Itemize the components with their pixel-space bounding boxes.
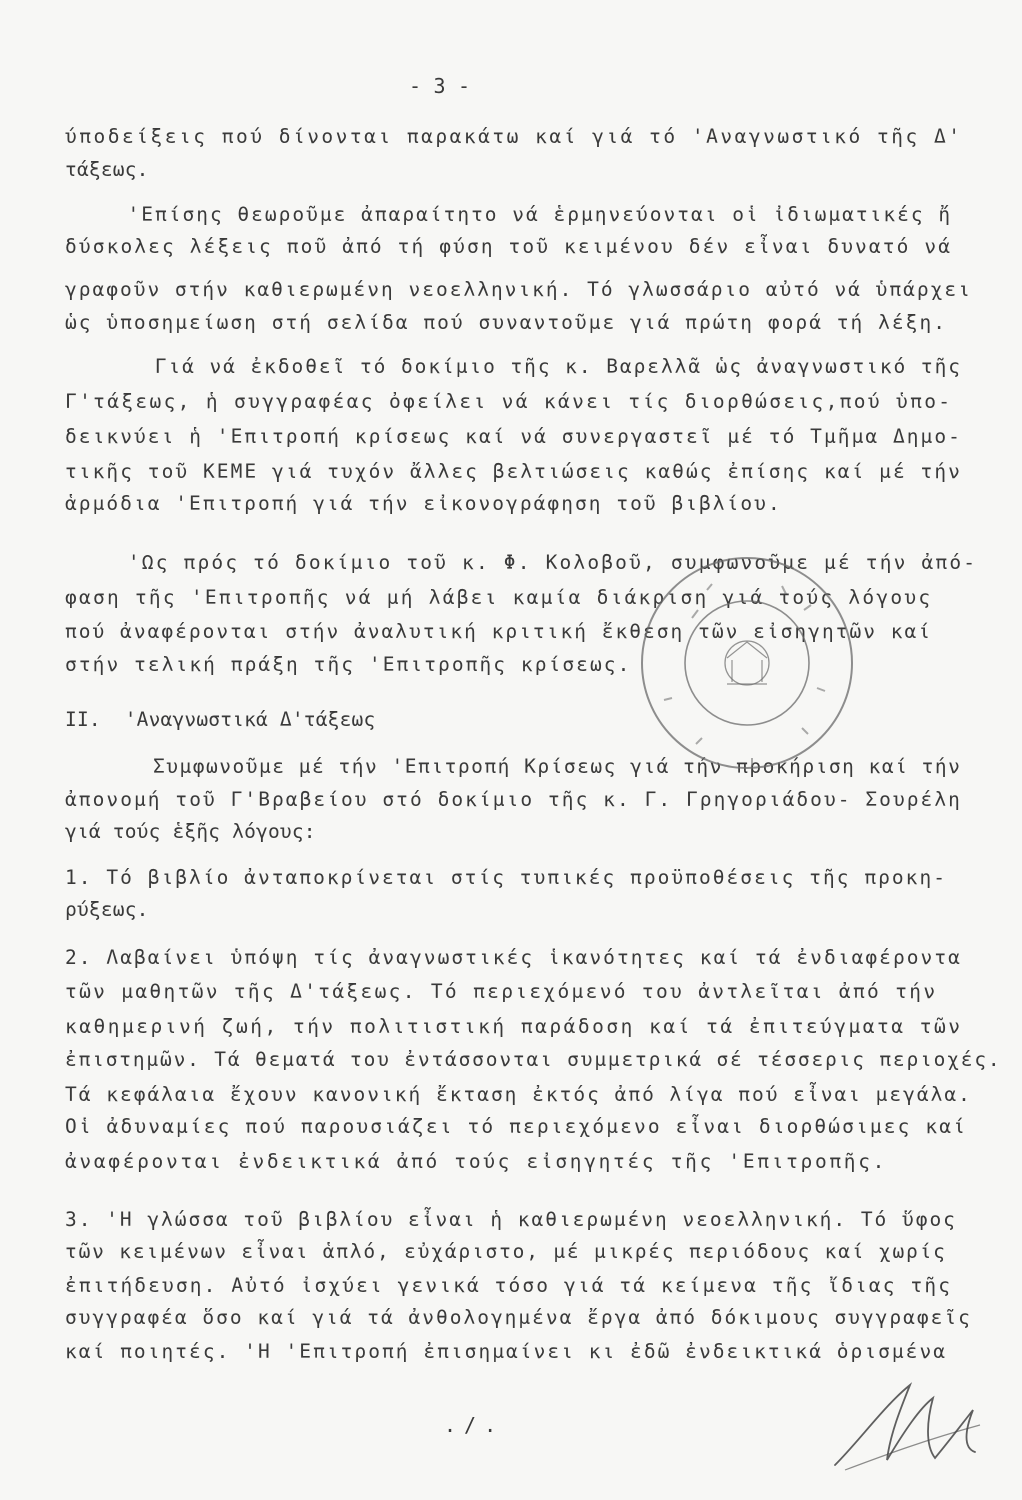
handwritten-signature [815,1370,995,1480]
text-line: Γ'τάξεως, ἡ συγγραφέας ὀφείλει νά κάνει τίς διορθώσεις,πού ὑπο- [65,390,953,413]
text-line: Συμφωνοῦμε μέ τήν 'Επιτροπή Κρίσεως γιά τήν προκήριση καί τήν [100,755,962,778]
text-line: 3. 'Η γλώσσα τοῦ βιβλίου εἶναι ἡ καθιερωμένη νεοελληνική. Τό ὕφος [65,1208,957,1231]
text-line: ύποδείξεις πού δίνονται παρακάτω καί γιά τό 'Αναγνωστικό τῆς Δ' [65,125,963,148]
text-line: ἐπιτήδευση. Αὐτό ἰσχύει γενικά τόσο γιά τά κείμενα τῆς ἴδιας τῆς [65,1274,953,1297]
text-line: τῶν μαθητῶν τῆς Δ'τάξεως. Τό περιεχόμενό του ἀντλεῖται ἀπό τήν [65,980,938,1003]
text-line: ρύξεως. [65,898,149,921]
text-line: ἁρμόδια 'Επιτροπή γιά τήν εἰκονογράφηση τοῦ βιβλίου. [65,492,782,515]
section-heading: II. 'Αναγνωστικά Δ'τάξεως [65,708,376,731]
text-line: καί ποιητές. 'Η 'Επιτροπή ἐπισημαίνει κι ἐδῶ ἐνδεικτικά ὁρισμένα [65,1340,947,1363]
text-line: στήν τελική πράξη τῆς 'Επιτροπῆς κρίσεως. [65,653,632,676]
text-line: συγγραφέα ὅσο καί γιά τά ἀνθολογημένα ἔργα ἀπό δόκιμους συγγραφεῖς [65,1306,972,1329]
text-line: τάξεως. [65,158,149,181]
text-line: τῶν κειμένων εἶναι ἁπλό, εὐχάριστο, μέ μικρές περιόδους καί χωρίς [65,1240,947,1263]
text-line: ἀναφέρονται ἐνδεικτικά ἀπό τούς εἰσηγητές τῆς 'Επιτροπῆς. [65,1150,888,1173]
text-line: Γιά νά ἐκδοθεῖ τό δοκίμιο τῆς κ. Βαρελλᾶ ὡς ἀναγνωστικό τῆς [100,355,962,378]
text-line: 'Ως πρός τό δοκίμιο τοῦ κ. Φ. Κολοβοῦ, συμφωνοῦμε μέ τήν ἀπό- [100,551,978,574]
text-line: πού ἀναφέρονται στήν ἀναλυτική κριτική ἔκθεση τῶν εἰσηγητῶν καί [65,620,933,643]
text-line: ἐπιστημῶν. Τά θεματά του ἐντάσσονται συμμετρικά σέ τέσσερις περιοχές. [65,1048,1002,1071]
text-line: 'Επίσης θεωροῦμε ἀπαραίτητο νά ἑρμηνεύονται οἱ ἰδιωματικές ἤ [100,203,953,226]
text-line: 2. Λαβαίνει ὑπόψη τίς ἀναγνωστικές ἱκανότητες καί τά ἐνδιαφέροντα [65,946,962,969]
text-line: ὡς ὑποσημείωση στή σελίδα πού συναντοῦμε γιά πρώτη φορά τή λέξη. [65,311,947,334]
text-line: δεικνύει ἡ 'Επιτροπή κρίσεως καί νά συνεργαστεῖ μέ τό Τμῆμα Δημο- [65,425,962,448]
page-number: - 3 - [409,74,471,98]
official-seal-stamp [632,548,862,778]
text-line: ἀπονομή τοῦ Γ'Βραβείου στό δοκίμιο τῆς κ. Γ. Γρηγοριάδου- Σουρέλη [65,788,962,811]
text-line: δύσκολες λέξεις ποῦ ἀπό τή φύση τοῦ κειμένου δέν εἶναι δυνατό νά [65,235,953,258]
text-line: γραφοῦν στήν καθιερωμένη νεοελληνική. Τό γλωσσάριο αὐτό νά ὑπάρχει [65,278,972,301]
text-line: 1. Τό βιβλίο ἀνταποκρίνεται στίς τυπικές προϋποθέσεις τῆς προκη- [65,866,947,889]
text-line: φαση τῆς 'Επιτροπῆς νά μή λάβει καμία διάκριση γιά τούς λόγους [65,586,933,609]
text-line: τικῆς τοῦ ΚΕΜΕ γιά τυχόν ἄλλες βελτιώσεις καθώς ἐπίσης καί μέ τήν [65,460,962,483]
text-line: Τά κεφάλαια ἔχουν κανονική ἔκταση ἐκτός ἀπό λίγα πού εἶναι μεγάλα. [65,1083,972,1106]
text-line: καθημερινή ζωή, τήν πολιτιστική παράδοση καί τά ἐπιτεύγματα τῶν [65,1015,963,1038]
text-line: γιά τούς ἑξῆς λόγους: [65,820,316,843]
text-line: Οἱ ἀδυναμίες πού παρουσιάζει τό περιεχόμενο εἶναι διορθώσιμες καί [65,1115,968,1138]
continuation-mark: ./. [444,1413,505,1437]
